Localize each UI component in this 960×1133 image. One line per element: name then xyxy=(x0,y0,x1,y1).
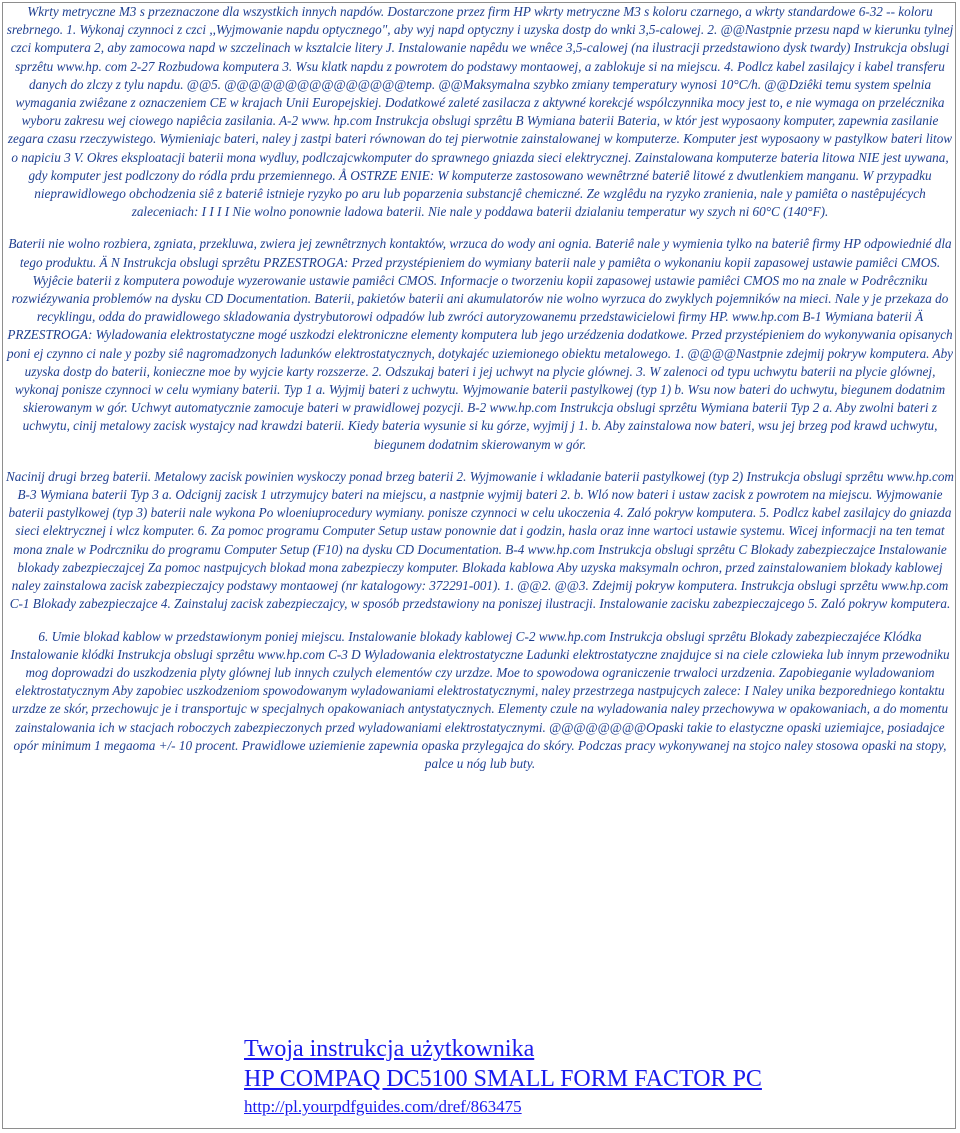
source-url-link[interactable]: http://pl.yourpdfguides.com/dref/863475 xyxy=(244,1097,522,1116)
paragraph-battery-safety: Baterii nie wolno rozbiera, zgniata, przekluwa, zwiera jej zewnêtrznych kontaktów, wrzuca do wody ani ognia. Bateriê nale y wymienia tylko na bateriê firmy HP odpowiednié dla tego produktu. Ä N Instrukcja obslugi sprzêtu PRZESTROGA: Przed przystépieniem do wymiany baterii nale y pamiêta o wykonaniu kopii zapasowej ustawie pamiêci CMOS. Wyjêcie baterii z komputera powoduje wyzerowanie ustawie pamiêci CMOS. Informacje o tworzeniu kopii zapasowej ustawie pamiêci CMOS mo na znale w Podrêczniku rozwiézywania problemów na dysku CD Documentation. Baterii, pakietów baterii ani akumulatorów nie wolno wyrzuca do zwyklych pojemników na mieci. Nale y je przekaza do recyklingu, odda do prawidlowego skladowania dystrybutorowi odpadów lub zwróci autoryzowanemu przedstawicielowi firmy HP. www.hp.com B-1 Wymiana baterii Ä PRZESTROGA: Wyladowania elektrostatyczne mogé uszkodzi elektroniczne elementy komputera lub jego urzédzenia dodatkowe. Przed przystépieniem do wykonywania opisanych poni ej czynno ci nale y pozby siê nagromadzonych ladunków elektrostatycznych, dotykajéc uziemionego obiektu metalowego. 1. @@@@Nastpnie zdejmij pokryw komputera. Aby uzyska dostp do baterii, konieczne moe by wyjcie karty rozszerze. 2. Odszukaj bateri i jej uchwyt na plycie glównej. 3. W zalenoci od typu uchwytu baterii na plycie glównej, wykonaj ponisze czynnoci w celu wymiany baterii. Typ 1 a. Wyjmij bateri z uchwytu. Wyjmowanie baterii pastylkowej (typ 1) b. Wsu now bateri do uchwytu, biegunem dodatnim skierowanym w gór. Uchwyt automatycznie zamocuje bateri w prawidlowej pozycji. B-2 www.hp.com Instrukcja obslugi sprzêtu Wymiana baterii Typ 2 a. Aby zwolni bateri z uchwytu, cinij metalowy zacisk wystajcy nad krawdzi baterii. Kiedy bateria wysunie si ku górze, wyjmij j 1. b. Aby zainstalowa now bateri, wsu jej brzeg pod krawd uchwytu, biegunem dodatnim skierowanym w gór. xyxy=(6,236,954,452)
paragraph-battery-intro: Wkrty metryczne M3 s przeznaczone dla wszystkich innych napdów. Dostarczone przez firm HP wkrty metryczne M3 s koloru czarnego, a wkrty standardowe 6-32 -- koloru srebrnego. 1. Wykonaj czynnoci z czci ,,Wyjmowanie napdu optycznego", aby wyj napd optyczny i uzyska dostp do wnki 3,5-calowej. 2. @@Nastpnie przesu napd w kierunku tylnej czci komputera 2, aby zamocowa napd w szczelinach w ksztalcie litery J. Instalowanie napêdu we wnêce 3,5-calowej (na ilustracji przedstawiono dysk twardy) Instrukcja obslugi sprzêtu www.hp. com 2-27 Rozbudowa komputera 3. Wsu klatk napdu z powrotem do podstawy montaowej, a zablokuje si na miejscu. 4. Podlcz kabel zasilajcy i kabel transferu danych do zlczy z tylu napdu. @@5. @@@@@@@@@@@@@@@temp. @@Maksymalna szybko zmiany temperatury wynosi 10°C/h. @@Dziêki temu system spelnia wymagania zwiêzane z oznaczeniem CE w krajach Unii Europejskiej. Dodatkowé zaleté zasilacza z aktywné korekcjé wspólczynnika mocy jest to, e nie wymaga on przelécznika wyboru zakresu wej ciowego napiêcia zasilania. A-2 www. hp.com Instrukcja obslugi sprzêtu B Wymiana baterii Bateria, w któr jest wyposaony komputer, zapewnia zasilanie zegara czasu rzeczywistego. Wymieniajc bateri, naley j zastpi bateri równowan do tej pierwotnie zainstalowanej w komputerze. Komputer jest wyposaony w pastylkow bateri litow o napiciu 3 V. Okres eksploatacji baterii mona wydluy, podlczajcwkomputer do sprawnego gniazda sieci elektrycznej. Zainstalowana komputerze bateria litowa NIE jest uywana, gdy komputer jest podlczony do ródla prdu przemiennego. Å OSTRZE ENIE: W komputerze zastosowano wewnêtrzné bateriê litowé z dwutlenkiem manganu. W przypadku nieprawidlowego obchodzenia siê z bateriê istnieje ryzyko po aru lub poparzenia substancjê chemiczné. Ze wzglêdu na ryzyko zranienia, nale y pamiêta o nastêpujécych zaleceniach: I I I I Nie wolno ponownie ladowa baterii. Nie nale y poddawa baterii dzialaniu temperatur wy szych ni 60°C (140°F). xyxy=(6,4,954,220)
footer-links xyxy=(244,1034,762,1120)
paragraph-electrostatic: 6. Umie blokad kablow w przedstawionym poniej miejscu. Instalowanie blokady kablowej C-2 www.hp.com Instrukcja obslugi sprzêtu Blokady zabezpieczajéce Klódka Instalowanie klódki Instrukcja obslugi sprzêtu www.hp.com C-3 D Wyladowania elektrostatyczne Ladunki elektrostatyczne znajdujce si na ciele czlowieka lub innym przewodniku mog doprowadzi do uszkodzenia plyty glównej lub innych czulych elementów czy urzdze. Moe to spowodowa ograniczenie trwaloci urzdzenia. Zapobieganie wyladowaniom elektrostatycznym Aby zapobiec uszkodzeniom spowodowanym wyladowaniami elektrostatycznymi, naley przestrzega nastpujcych zalece: I Naley unika bezporedniego kontaktu urzdze ze skór, przechowujc je i transportujc w specjalnych opakowaniach antystatycznych. Elementy czule na wyladowania naley przechowywa w opakowaniach, a do momentu zainstalowania ich w stacjach roboczych zabezpieczonych przed wyladowaniami elektrostatycznymi. @@@@@@@@Opaski takie to elastyczne opaski uziemiajce, posiadajce opór minimum 1 megaoma +/- 10 procent. Prawidlowe uziemienie zapewnia opaska przylegajca do skóry. Podczas pracy wykonywanej na stojco naley stosowa opaski na stopy, palce u nóg lub buty. xyxy=(10,628,950,771)
paragraph-battery-type3-locks: Nacinij drugi brzeg baterii. Metalowy zacisk powinien wyskoczy ponad brzeg baterii 2. Wyjmowanie i wkladanie baterii pastylkowej (typ 2) Instrukcja obslugi sprzêtu www.hp.com B-3 Wymiana baterii Typ 3 a. Odcignij zacisk 1 utrzymujcy bateri na miejscu, a nastpnie wyjmij bateri 2. b. Wló now bateri i ustaw zacisk z powrotem na miejscu. Wyjmowanie baterii pastylkowej (typ 3) baterii nale wykona Po wloeniuprocedury wymiany. ponisze czynnoci w celu ukoczenia 4. Zaló pokryw komputera. 5. Podlcz kabel zasilajcy do gniazda sieci elektrycznej i wlcz komputer. 6. Za pomoc programu Computer Setup ustaw ponownie dat i godzin, hasla oraz inne wartoci ustawie systemu. Wicej informacji na ten temat mona znale w Podrczniku do programu Computer Setup (F10) na dysku CD Documentation. B-4 www.hp.com Instrukcja obslugi sprzêtu C Blokady zabezpieczajce Instalowanie blokady zabezpieczajcej Za pomoc nastpujcych blokad mona zabezpieczy komputer. Blokada kablowa Aby uzyska maksymaln ochron, przed zainstalowaniem blokady kablowej naley zainstalowa zacisk zabezpieczajcy podstawy montaowej (nr katalogowy: 372291-001). 1. @@2. @@3. Zdejmij pokryw komputera. Instrukcja obslugi sprzêtu www.hp.com C-1 Blokady zabezpieczajce 4. Zainstaluj zacisk zabezpieczajcy, w sposób przedstawiony na poniszej ilustracji. Instalowanie zacisku zabezpieczajcego 5. Zaló pokryw komputera. xyxy=(6,468,954,612)
user-manual-link[interactable]: Twoja instrukcja użytkownika xyxy=(244,1036,535,1062)
product-model-link[interactable]: HP COMPAQ DC5100 SMALL FORM FACTOR PC xyxy=(244,1066,762,1092)
manual-text-body xyxy=(6,3,954,773)
